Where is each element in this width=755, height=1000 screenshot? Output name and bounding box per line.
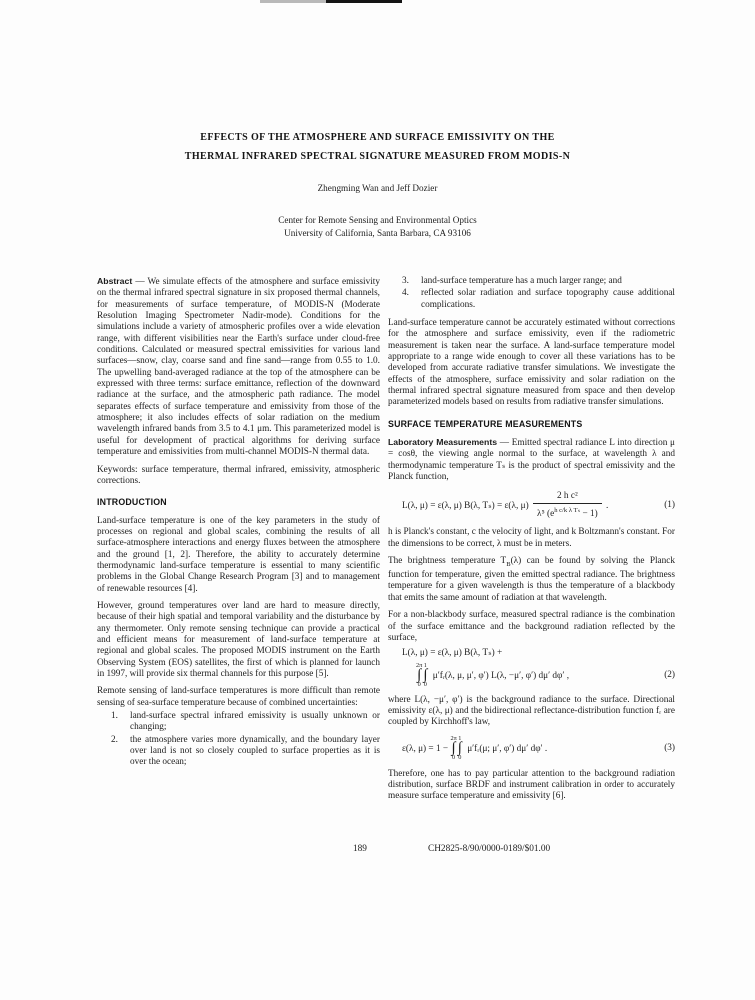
equation-2-line1: L(λ, μ) = ε(λ, μ) B(λ, Tₛ) + — [402, 648, 503, 659]
equation-2-line2 — [388, 663, 675, 689]
scan-edge-mark-gray — [260, 0, 326, 3]
affiliation-line2: University of California, Santa Barbara, CA 93106 — [284, 228, 471, 238]
abstract-dash: — — [132, 277, 148, 287]
equation-3 — [388, 736, 675, 762]
keywords-paragraph: Keywords: surface temperature, thermal infrared, emissivity, atmospheric corrections. — [97, 464, 380, 486]
list-item-1-number: 1. — [111, 711, 118, 722]
list-item-2-text: the atmosphere varies more dynamically, and the boundary layer over land is not so closely coupled to surface properties as it is over the ocean; — [130, 734, 380, 768]
background-radiance-paragraph: where L(λ, −μ′, φ′) is the background radiance to the surface. Directional emissivity ε(λ, μ) and the bidirectional reflectance-distribution function fᵣ are coupled by Kirchhoff's law, — [388, 694, 675, 728]
equation-2-number: (2) — [664, 669, 675, 680]
nonblackbody-paragraph: For a non-blackbody surface, measured spectral radiance is the combination of the surface emittance and the background radiation reflected by the surface, — [388, 610, 675, 643]
equation-2-body — [416, 663, 569, 689]
intro-paragraph-2: However, ground temperatures over land are hard to measure directly, because of their high spatial and temporal variability and the disturbance by any thermometer. Only remote sensing technique can provide a practical and efficient means for measurement of land-surface temperature at regional and global scales. The proposed MODIS instrument on the Earth Observing System (EOS) satellites, the first of which is planned for launch in 1997, will provide six thermal channels for this purpose [5]. — [97, 600, 380, 679]
authors-line: Zhengming Wan and Jeff Dozier — [317, 183, 438, 193]
equation-2 — [388, 648, 675, 688]
lab-measurements-text: Emitted spectral radiance L into direction μ = cosθ, the viewing angle normal to the surface, at wavelength λ and thermodynamic temperature Tₛ is the product of spectral emissivity and the Planck function, — [388, 438, 675, 483]
intro-paragraph-3: Remote sensing of land-surface temperatures is more difficult than remote sensing of sea-surface temperature because of combined uncertainties: — [97, 686, 380, 708]
lab-measurements-label: Laboratory Measurements — [388, 437, 498, 448]
list-item-3-number: 3. — [402, 276, 409, 286]
paper-title — [0, 128, 755, 166]
equation-3-integrand: μ′fᵣ(μ; μ′, φ′) dμ′ dφ′ . — [467, 743, 548, 754]
surface-temp-heading: SURFACE TEMPERATURE MEASUREMENTS — [388, 418, 583, 429]
therefore-paragraph: Therefore, one has to pay particular attention to the background radiation distribution, surface BRDF and instrument calibration in order to accurately measure surface temperature and emissivity [6]. — [388, 768, 675, 802]
integral-outer: 2π ∫ 0 — [450, 734, 457, 762]
introduction-heading: INTRODUCTION — [97, 497, 167, 508]
integral-inner: 1 ∫ 0 — [457, 734, 462, 762]
abstract-text: We simulate effects of the atmosphere and surface emissivity on the thermal infrared spectral signature in six proposed thermal channels, for measurements of surface temperature, of MODIS-N (Moderate Resolution Imaging Spectrometer Nadir-mode). Conditions for the simulations include a variety of atmospheric profiles over a wide elevation range, with different visibilities near the Earth's surface under cloud-free conditions. Calculated or measured spectral emissivities for various land surfaces—snow, clay, coarse sand and fine sand—range from 0.55 to 1.0. The upwelling band-averaged radiance at the top of the atmosphere can be expressed with three terms: surface emittance, reflection of the downward radiance at the surface, and the atmospheric path radiance. The model separates effects of surface temperature and emissivity from those of the atmosphere; it also includes effects of solar radiation on the medium wavelength infrared bands from 3.5 to 4.1 μm. This parameterized model is useful for development of practical algorithms for deriving surface temperature and emissivities from multi-channel MODIS-N thermal data. — [97, 277, 380, 458]
equation-3-number: (3) — [664, 742, 675, 753]
equation-1-fraction — [533, 491, 602, 521]
list-item-3-text: land-surface temperature has a much larger range; and — [421, 276, 622, 286]
list-item-2-number: 2. — [111, 734, 118, 745]
lab-measurements-paragraph — [388, 437, 675, 483]
intro-paragraph-1: Land-surface temperature is one of the key parameters in the study of processes on regional and global scales, combining the results of all surface-atmosphere interactions and energy fluxes between the atmosphere and the ground [1, 2]. Therefore, the ability to accurately determine thermodynamic land-surface temperature is essential to many scientific problems in the Global Change Research Program [3] and to management of renewable resources [4]. — [97, 515, 380, 594]
equation-3-body — [402, 736, 547, 762]
list-item-2 — [111, 735, 380, 769]
integral-sign-icon: ∫ — [423, 667, 428, 684]
equation-1-period: . — [606, 500, 609, 511]
list-item-3 — [402, 276, 675, 287]
list-item-1 — [111, 711, 380, 734]
list-item-1-text: land-surface spectral infrared emissivity is usually unknown or changing; — [130, 711, 380, 733]
subscript-B: B — [506, 560, 511, 568]
integral-sign-icon: ∫ — [451, 740, 456, 757]
list-item-4-text: reflected solar radiation and surface topography cause additional complications. — [421, 288, 675, 310]
equation-1-exponent: h c/k λ Tₛ — [554, 506, 581, 514]
affiliation-block — [0, 214, 755, 240]
equation-2-integrand: μ′fᵣ(λ, μ, μ′, φ′) L(λ, −μ′, φ′) dμ′ dφ′ , — [432, 670, 570, 681]
equation-1-body — [402, 491, 608, 521]
left-column — [97, 276, 380, 770]
equation-1-denominator: λ⁵ $(e^{h c/k \lambda T_s} - 1)$ — [533, 503, 602, 520]
scan-edge-mark-black — [326, 0, 402, 3]
planck-constant-paragraph: h is Planck's constant, c the velocity of light, and k Boltzmann's constant. For the dimensions to be correct, λ must be in meters. — [388, 527, 675, 549]
list-item-4 — [402, 288, 675, 311]
copyright-code: CH2825-8/90/0000-0189/$01.00 — [428, 844, 551, 854]
right-column — [388, 276, 675, 809]
lab-measurements-dash: — — [497, 438, 512, 449]
equation-1-lhs: L(λ, μ) = ε(λ, μ) B(λ, Tₛ) = ε(λ, μ) — [402, 500, 529, 511]
intro-paragraph-4: Land-surface temperature cannot be accurately estimated without corrections for the atmosphere and surface emissivity, even if the radiometric measurement is taken near the surface. A land-surface temperature model appropriate to a range wide enough to cover all these variations has to be developed from accurate radiative transfer simulations. We investigate the effects of the atmosphere, surface emissivity and solar radiation on the thermal infrared spectral signature measured from space and then develop parameterized models based on results from radiative transfer simulations. — [388, 318, 675, 408]
paper-title-line2: THERMAL INFRARED SPECTRAL SIGNATURE MEASURED FROM MODIS-N — [184, 151, 571, 162]
list-item-4-number: 4. — [402, 288, 409, 299]
abstract-label: Abstract — [97, 276, 133, 286]
integral-outer: 2π ∫ 0 — [416, 661, 423, 689]
equation-1 — [388, 491, 675, 521]
double-integral — [416, 663, 428, 689]
affiliation-line1: Center for Remote Sensing and Environmental Optics — [278, 215, 477, 225]
integral-inner: 1 ∫ 0 — [423, 661, 428, 689]
equation-1-numerator: 2 h c² — [556, 490, 578, 501]
page-number: 189 — [353, 844, 367, 854]
paper-title-line1: EFFECTS OF THE ATMOSPHERE AND SURFACE EMISSIVITY ON THE — [200, 132, 555, 143]
integral-sign-icon: ∫ — [457, 740, 462, 757]
equation-1-number: (1) — [664, 499, 675, 510]
equation-3-lhs: ε(λ, μ) = 1 − — [402, 743, 449, 754]
integral-sign-icon: ∫ — [417, 667, 422, 684]
double-integral — [450, 736, 462, 762]
abstract-paragraph — [97, 276, 380, 459]
brightness-temp-paragraph: The brightness temperature $T_B(\lambda)$ can be found by solving the Planck function for temperature, given the emitted spectral radiance. The brightness temperature for a given wavelength is thus the temperature of a blackbody that emits the same amount of radiation at that wavelength. — [388, 555, 675, 603]
